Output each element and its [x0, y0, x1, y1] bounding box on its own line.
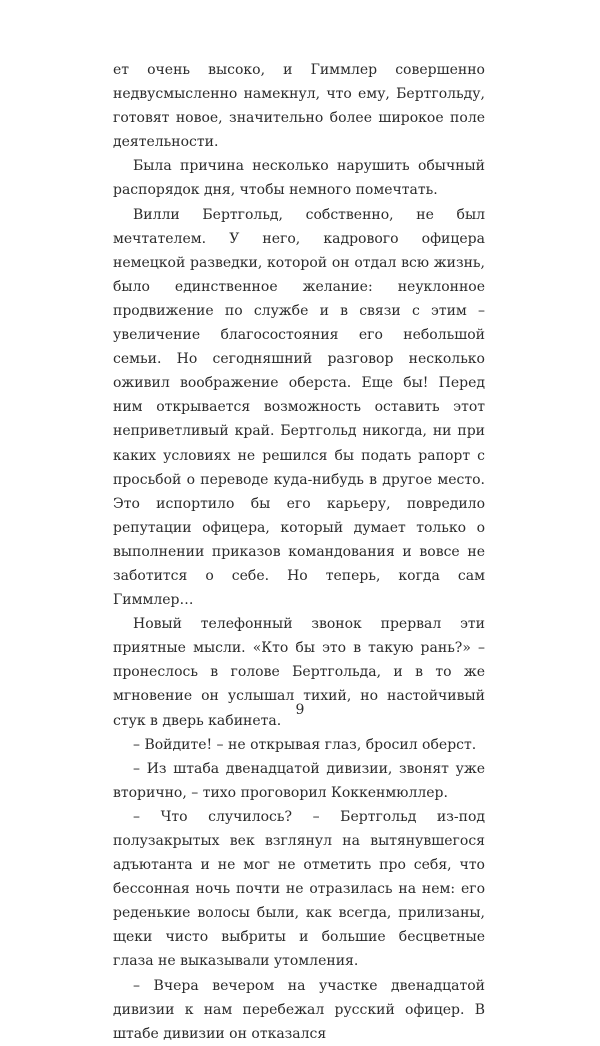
paragraph: Вилли Бертгольд, собственно, не был мечтателем. У него, кадрового офицера немецкой разведки, которой он отдал всю жизнь, было единственное желание: неуклонное продвижение по службе и в связи с этим – увеличение благосостояния его небольшой семьи. Но сегодняшний разговор несколько оживил воображение оберста. Еще бы! Перед ним открывается возможность оставить этот неприветливый край. Бертгольд никогда, ни при каких условиях не решился бы подать рапорт с просьбой о переводе куда-нибудь в другое место. Это испортило бы его карьеру, повредило репутации офицера, который думает только о выполнении приказов командования и вовсе не заботится о себе. Но теперь, когда сам Гиммлер… [113, 206, 485, 609]
paragraph-continued: ет очень высоко, и Гиммлер совершенно недвусмысленно намекнул, что ему, Бертгольду, готовят новое, значительно более широкое поле деятельности. [113, 62, 485, 151]
body-text [113, 58, 485, 1046]
paragraph: Новый телефонный звонок прервал эти приятные мысли. «Кто бы это в такую рань?» – пронеслось в голове Бертгольда, и в то же мгновение он услышал тихий, но настойчивый стук в дверь кабинета. [113, 616, 485, 729]
page-number: 9 [295, 702, 305, 718]
dialogue-line: – Войдите! – не открывая глаз, бросил оберст. [133, 736, 477, 753]
dialogue-line: – Что случилось? – Бертгольд из-под полузакрытых век взглянул на вытянувшегося адъютанта и не мог не отметить про себя, что бессонная ночь почти не отразилась на нем: его реденькие волосы были, как всегда, прилизаны, щеки чисто выбриты и большие бесцветные глаза не выказывали утомления. [113, 808, 485, 970]
dialogue-line: – Вчера вечером на участке двенадцатой дивизии к нам перебежал русский офицер. В штабе дивизии он отказался [113, 977, 485, 1042]
paragraph: Была причина несколько нарушить обычный распорядок дня, чтобы немного помечтать. [113, 158, 485, 199]
dialogue-line: – Из штаба двенадцатой дивизии, звонят уже вторично, – тихо проговорил Коккенмюллер. [113, 760, 485, 801]
